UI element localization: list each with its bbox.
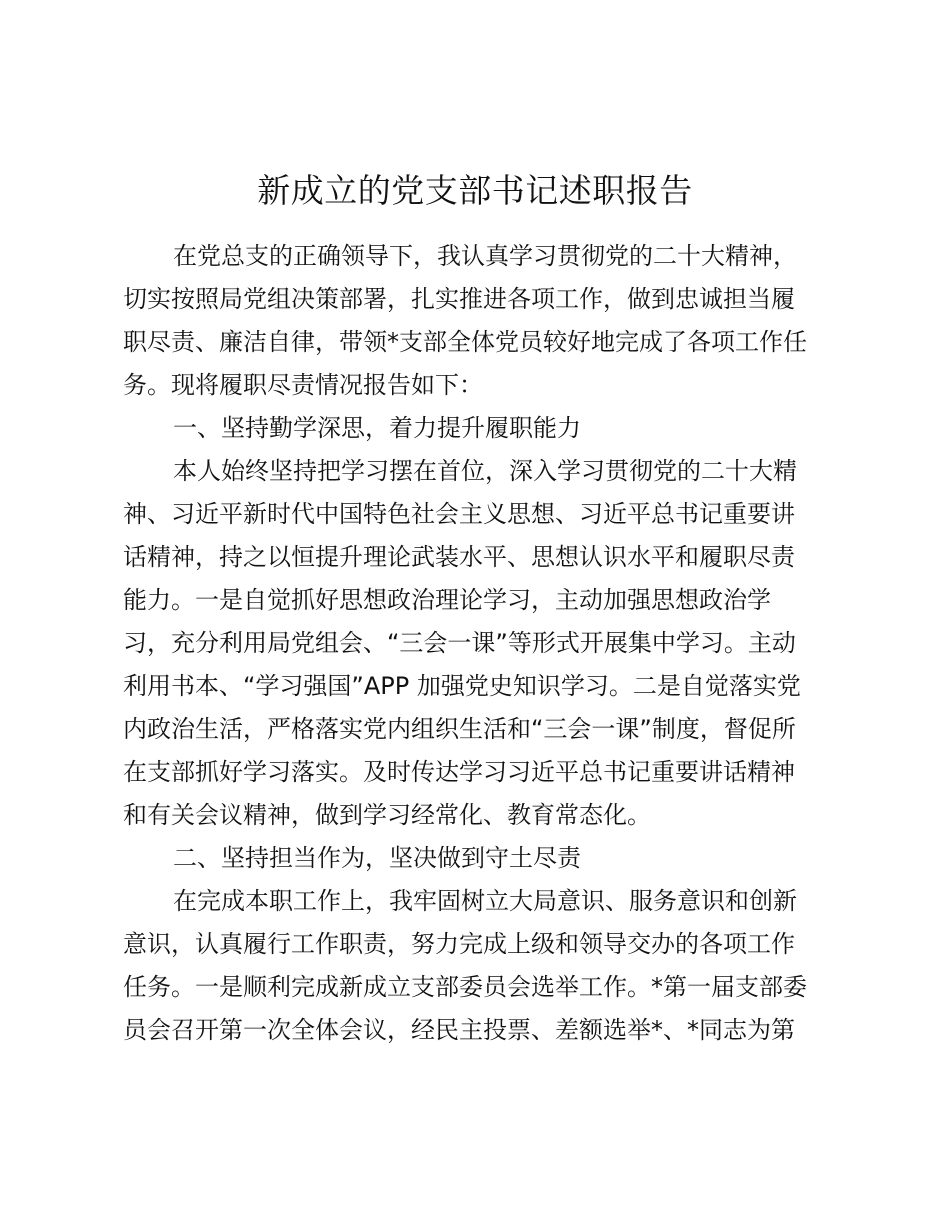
paragraph-line: 本人始终坚持把学习摆在首位，深入学习贯彻党的二十大精 — [173, 457, 797, 485]
paragraph-line: 内政治生活，严格落实党内组织生活和“三会一课”制度，督促所 — [123, 715, 796, 743]
paragraph-line: 务。现将履职尽责情况报告如下： — [123, 371, 483, 399]
paragraph-line: 和有关会议精神，做到学习经常化、教育常态化。 — [123, 801, 651, 829]
paragraph-line: 习，充分利用局党组会、“三会一课”等形式开展集中学习。主动 — [123, 629, 796, 657]
section-heading: 二、坚持担当作为，坚决做到守土尽责 — [173, 844, 581, 872]
paragraph-line: 员会召开第一次全体会议，经民主投票、差额选举*、*同志为第 — [123, 1016, 795, 1044]
paragraph-line: 在党总支的正确领导下，我认真学习贯彻党的二十大精神， — [173, 242, 797, 270]
paragraph-line: 利用书本、“学习强国”APP 加强党史知识学习。二是自觉落实党 — [123, 672, 801, 700]
paragraph-line: 在支部抓好学习落实。及时传达学习习近平总书记重要讲话精神 — [123, 758, 795, 786]
document-title: 新成立的党支部书记述职报告 — [257, 171, 693, 210]
paragraph-line: 在完成本职工作上，我牢固树立大局意识、服务意识和创新 — [173, 887, 797, 915]
paragraph-line: 能力。一是自觉抓好思想政治理论学习，主动加强思想政治学 — [123, 586, 771, 614]
paragraph-line: 职尽责、廉洁自律，带领*支部全体党员较好地完成了各项工作任 — [123, 328, 807, 356]
paragraph-line: 切实按照局党组决策部署，扎实推进各项工作，做到忠诚担当履 — [123, 285, 795, 313]
paragraph-line: 神、习近平新时代中国特色社会主义思想、习近平总书记重要讲 — [123, 500, 795, 528]
paragraph-line: 意识，认真履行工作职责，努力完成上级和领导交办的各项工作 — [123, 930, 795, 958]
paragraph-line: 任务。一是顺利完成新成立支部委员会选举工作。*第一届支部委 — [123, 973, 807, 1001]
section-heading: 一、坚持勤学深思，着力提升履职能力 — [173, 414, 581, 442]
paragraph-line: 话精神，持之以恒提升理论武装水平、思想认识水平和履职尽责 — [123, 543, 795, 571]
